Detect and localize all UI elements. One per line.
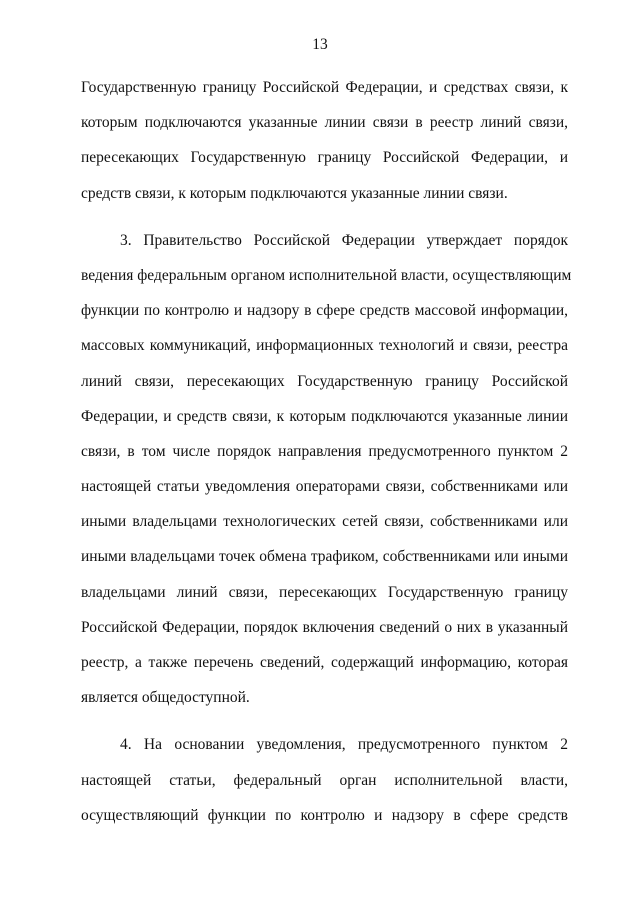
paragraph-gap (81, 211, 568, 223)
text-line: Российской Федерации, порядок включения сведений о них в указанный (81, 618, 568, 636)
text-line: 3. Правительство Российской Федерации утверждает порядок (120, 231, 568, 249)
text-line: Федерации, и средств связи, к которым подключаются указанные линии (81, 407, 568, 425)
text-line: которым подключаются указанные линии связи в реестр линий связи, (81, 114, 568, 132)
text-line: реестр, а также перечень сведений, содержащий информацию, которая (81, 654, 568, 671)
text-line: связи, в том числе порядок направления предусмотренного пунктом 2 (81, 442, 568, 460)
text-line: функции по контролю и надзору в сфере средств массовой информации, (81, 302, 568, 320)
document-body (81, 70, 572, 833)
page-number: 13 (312, 36, 328, 53)
text-line: средств связи, к которым подключаются указанные линии связи. (81, 184, 508, 202)
paragraph-gap (81, 715, 568, 727)
text-line: настоящей статьи уведомления операторами связи, собственниками или (81, 478, 568, 496)
paragraph-continuation (81, 70, 568, 211)
text-line: ведения федеральным органом исполнительной власти, осуществляющим (81, 266, 572, 284)
text-line: является общедоступной. (81, 689, 250, 707)
text-line: Государственную границу Российской Федерации, и средствах связи, к (81, 79, 568, 96)
text-line: линий связи, пересекающих Государственную границу Российской (81, 372, 568, 390)
paragraph-item-3 (81, 223, 572, 716)
text-line: массовых коммуникаций, информационных технологий и связи, реестра (81, 337, 568, 355)
text-line: владельцами линий связи, пересекающих Государственную границу (81, 583, 568, 601)
text-line: осуществляющий функции по контролю и надзору в сфере средств (81, 806, 568, 824)
text-line: настоящей статьи, федеральный орган исполнительной власти, (81, 771, 568, 789)
text-line: пересекающих Государственную границу Российской Федерации, и (81, 149, 568, 167)
text-line: иными владельцами технологических сетей связи, собственниками или (81, 513, 568, 531)
text-line: 4. На основании уведомления, предусмотренного пунктом 2 (120, 736, 568, 754)
paragraph-item-4 (81, 727, 568, 833)
text-line: иными владельцами точек обмена трафиком, собственниками или иными (81, 548, 568, 566)
